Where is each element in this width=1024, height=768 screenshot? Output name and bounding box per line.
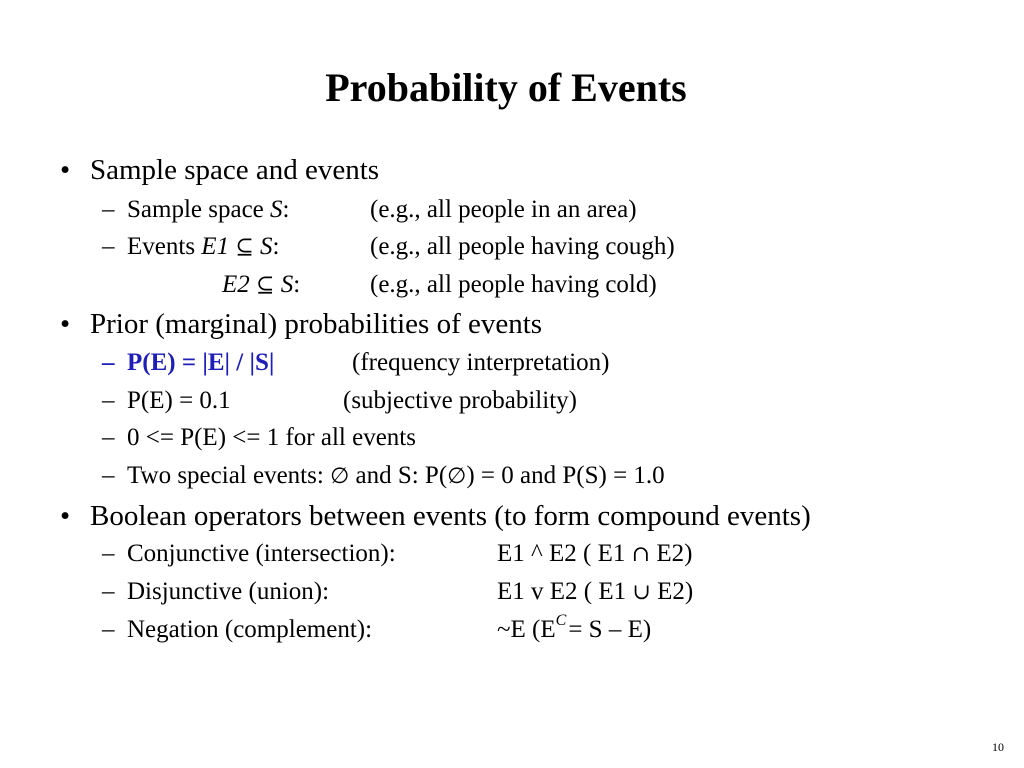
empty-set-symbol: ∅ (447, 464, 467, 489)
expr-negation: ~E $(E^C= S - E)$ (497, 612, 652, 643)
sub-item-disjunctive: – Disjunctive (union): (102, 578, 330, 605)
union-symbol: ∪ (632, 580, 651, 605)
bullet-marker: • (60, 500, 71, 532)
sub-item-events-e1: – Events E1 ⊆ S: (102, 233, 280, 260)
bullet-marker: • (60, 154, 71, 186)
intersection-symbol: ∩ (631, 542, 651, 567)
slide-title: Probability of Events (325, 65, 687, 110)
subset-symbol: ⊆ (256, 273, 275, 298)
note-sample-space: (e.g., all people in an area) (370, 196, 637, 223)
note-frequency: (frequency interpretation) (352, 349, 610, 376)
sub-item-subjective: – P(E) = 0.1 (102, 387, 231, 414)
sub-item-events-e2: E2 ⊆ S: (222, 271, 301, 298)
expr-conjunctive: E1 ^ E2 ( E1 ∩ E2) (497, 540, 693, 567)
note-subjective: (subjective probability) (343, 387, 577, 414)
sub-item-conjunctive: – Conjunctive (intersection): (102, 540, 396, 567)
sub-item-range: – 0 <= P(E) <= 1 for all events (102, 424, 416, 451)
sub-item-frequency: – P(E) = |E| / |S| (102, 349, 275, 376)
note-events-e1: (e.g., all people having cough) (370, 233, 675, 260)
sub-item-negation: – Negation (complement): (102, 616, 373, 643)
subset-symbol: ⊆ (235, 235, 254, 260)
empty-set-symbol: ∅ (330, 464, 350, 489)
frequency-formula: P(E) = |E| / |S| (127, 349, 275, 376)
bullet-marker: • (60, 308, 71, 340)
bullet-sample-space: • Sample space and events (60, 154, 380, 186)
expr-disjunctive: E1 v E2 ( E1 ∪ E2) (497, 578, 694, 605)
sub-item-special-events: – Two special events: ∅ and S: P(∅) = 0 and P(S) = 1.0 (102, 462, 665, 489)
page-number: 10 (992, 740, 1004, 754)
note-events-e2: (e.g., all people having cold) (370, 271, 657, 298)
sub-item-sample-space: – Sample space S: (102, 196, 290, 223)
bullet-prior-probabilities: • Prior (marginal) probabilities of events (60, 308, 543, 340)
bullet-boolean-operators: • Boolean operators between events (to form compound events) (60, 500, 811, 532)
complement-superscript: C (555, 612, 567, 629)
